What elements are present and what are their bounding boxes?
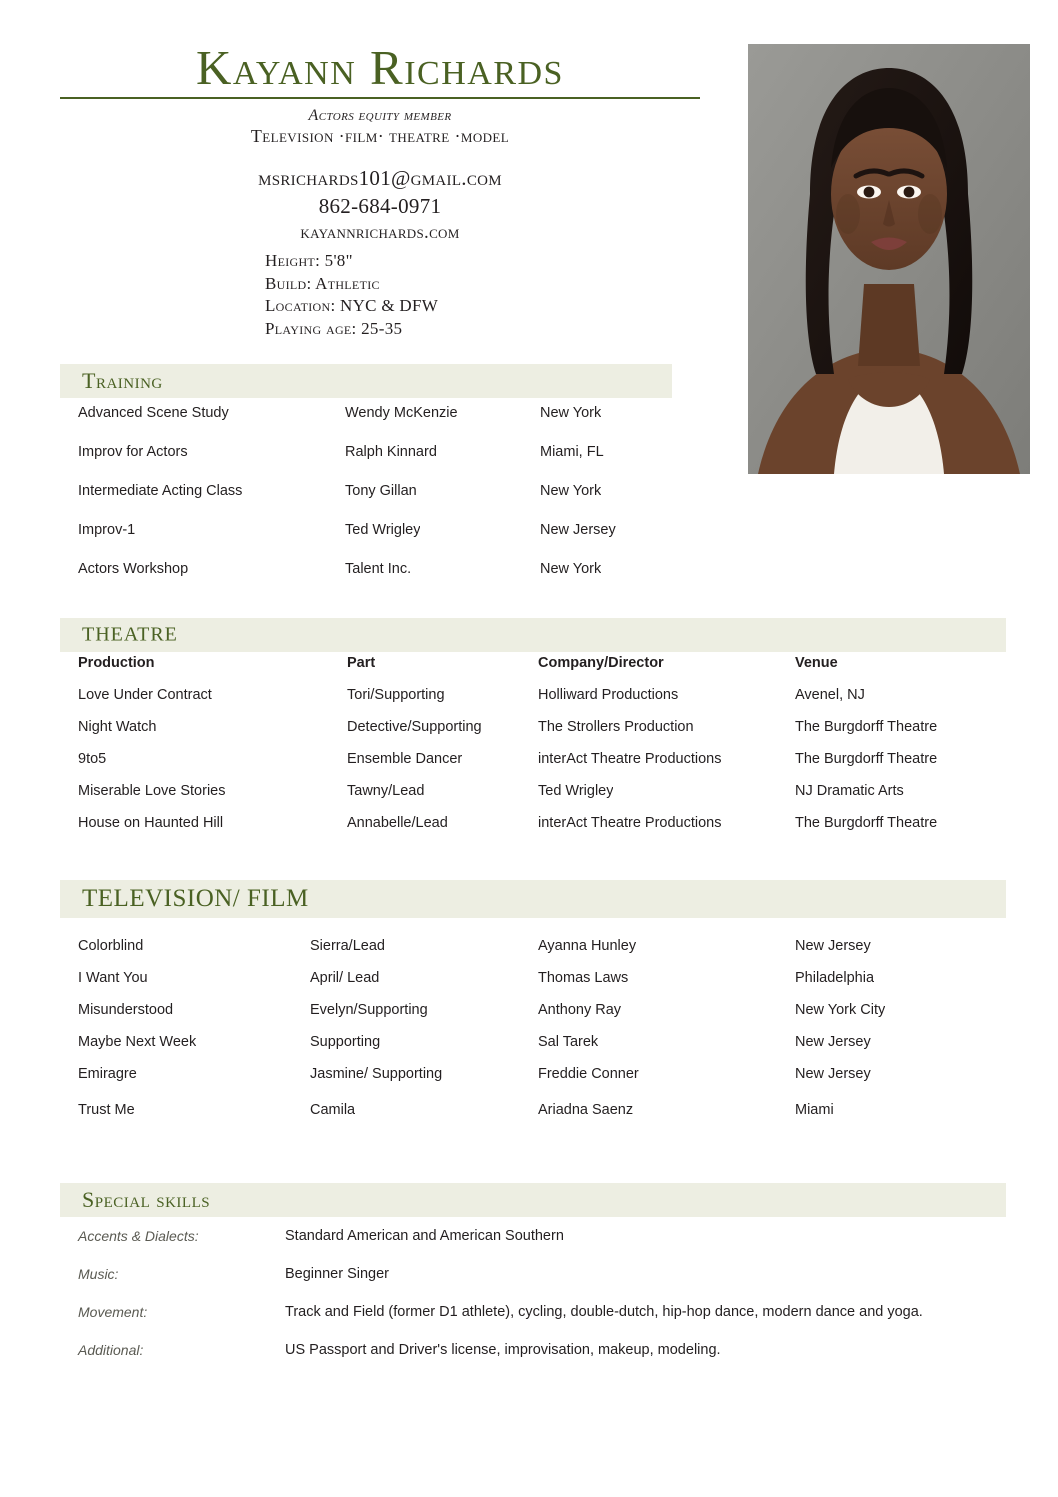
theatre-company: Holliward Productions bbox=[538, 687, 679, 703]
theatre-company: interAct Theatre Productions bbox=[538, 751, 722, 767]
table-row bbox=[60, 970, 1006, 1002]
section-title-special-skills: Special skills bbox=[82, 1187, 211, 1212]
tv-director: Thomas Laws bbox=[538, 970, 629, 986]
table-row bbox=[60, 938, 1006, 970]
table-row bbox=[60, 405, 760, 444]
training-location: New York bbox=[540, 405, 602, 421]
stat-playing-age: Playing age: 25-35 bbox=[265, 318, 403, 338]
tv-part: Evelyn/Supporting bbox=[310, 1002, 428, 1018]
training-location: New Jersey bbox=[540, 522, 616, 538]
training-teacher: Wendy McKenzie bbox=[345, 405, 458, 421]
tv-location: New Jersey bbox=[795, 1066, 871, 1082]
training-teacher: Tony Gillan bbox=[345, 483, 417, 499]
skill-value: US Passport and Driver's license, improvisation, makeup, modeling. bbox=[285, 1342, 721, 1358]
section-title-television-film: TELEVISION/ FILM bbox=[82, 885, 309, 912]
theatre-part: Annabelle/Lead bbox=[347, 815, 448, 831]
training-location: New York bbox=[540, 483, 602, 499]
tv-production: Maybe Next Week bbox=[78, 1034, 197, 1050]
training-course: Improv for Actors bbox=[78, 444, 188, 460]
skill-label: Music: bbox=[78, 1266, 119, 1282]
tv-production: Colorblind bbox=[78, 938, 144, 954]
table-row bbox=[60, 483, 760, 522]
table-row bbox=[60, 561, 760, 600]
theatre-part: Tawny/Lead bbox=[347, 783, 425, 799]
theatre-production: House on Haunted Hill bbox=[78, 815, 224, 831]
physical-stats bbox=[265, 250, 438, 340]
training-teacher: Ted Wrigley bbox=[345, 522, 421, 538]
theatre-table bbox=[60, 655, 1006, 847]
tv-location: New York City bbox=[795, 1002, 886, 1018]
table-row bbox=[60, 815, 1006, 847]
theatre-company: interAct Theatre Productions bbox=[538, 815, 722, 831]
theatre-venue: NJ Dramatic Arts bbox=[795, 783, 904, 799]
section-header-theatre bbox=[60, 618, 1006, 652]
table-row bbox=[60, 1002, 1006, 1034]
training-course: Intermediate Acting Class bbox=[78, 483, 243, 499]
training-course: Actors Workshop bbox=[78, 561, 189, 577]
tv-location: New Jersey bbox=[795, 938, 871, 954]
resume-header bbox=[0, 0, 1058, 345]
skill-value: Track and Field (former D1 athlete), cycling, double-dutch, hip-hop dance, modern dance and yoga. bbox=[285, 1304, 923, 1320]
table-row bbox=[60, 444, 760, 483]
tv-production: Misunderstood bbox=[78, 1002, 174, 1018]
training-location: New York bbox=[540, 561, 602, 577]
tv-director: Sal Tarek bbox=[538, 1034, 599, 1050]
tv-part: Supporting bbox=[310, 1034, 381, 1050]
table-row bbox=[60, 1102, 1006, 1134]
tv-location: Miami bbox=[795, 1102, 834, 1118]
section-title-theatre: THEATRE bbox=[82, 623, 178, 646]
tv-production: Emiragre bbox=[78, 1066, 137, 1082]
theatre-company: Ted Wrigley bbox=[538, 783, 614, 799]
tv-part: Sierra/Lead bbox=[310, 938, 385, 954]
training-teacher: Ralph Kinnard bbox=[345, 444, 437, 460]
table-row bbox=[60, 1034, 1006, 1066]
skill-value: Standard American and American Southern bbox=[285, 1228, 564, 1244]
training-table bbox=[60, 405, 760, 600]
column-header-part: Part bbox=[347, 655, 376, 671]
theatre-venue: The Burgdorff Theatre bbox=[795, 751, 938, 767]
table-row bbox=[60, 719, 1006, 751]
table-row bbox=[60, 522, 760, 561]
theatre-venue: The Burgdorff Theatre bbox=[795, 815, 938, 831]
theatre-production: Night Watch bbox=[78, 719, 157, 735]
tv-part: Camila bbox=[310, 1102, 356, 1118]
stat-height: Height: 5'8" bbox=[265, 251, 353, 270]
tv-part: Jasmine/ Supporting bbox=[310, 1066, 443, 1082]
skill-label: Movement: bbox=[78, 1304, 148, 1320]
list-item bbox=[60, 1228, 1006, 1266]
section-header-television-film bbox=[60, 880, 1006, 918]
theatre-venue: The Burgdorff Theatre bbox=[795, 719, 938, 735]
training-course: Advanced Scene Study bbox=[78, 405, 229, 421]
column-header-venue: Venue bbox=[795, 655, 838, 671]
tv-location: Philadelphia bbox=[795, 970, 875, 986]
tv-director: Ayanna Hunley bbox=[538, 938, 637, 954]
column-header-company: Company/Director bbox=[538, 655, 664, 671]
theatre-part: Tori/Supporting bbox=[347, 687, 445, 703]
theatre-part: Detective/Supporting bbox=[347, 719, 482, 735]
page-title: Kayann Richards bbox=[60, 42, 700, 99]
stat-location: Location: NYC & DFW bbox=[265, 296, 439, 316]
tv-production: Trust Me bbox=[78, 1102, 135, 1118]
table-row bbox=[60, 751, 1006, 783]
list-item bbox=[60, 1266, 1006, 1304]
theatre-venue: Avenel, NJ bbox=[795, 687, 865, 703]
section-title-training: Training bbox=[82, 368, 163, 393]
skill-label: Additional: bbox=[78, 1342, 144, 1358]
tv-director: Anthony Ray bbox=[538, 1002, 622, 1018]
theatre-production: Love Under Contract bbox=[78, 687, 212, 703]
headshot-photo bbox=[748, 44, 1030, 474]
list-item bbox=[60, 1342, 1006, 1380]
contact-block bbox=[60, 165, 700, 246]
phone-text: 862-684-0971 bbox=[318, 193, 442, 218]
table-row bbox=[60, 1066, 1006, 1102]
training-location: Miami, FL bbox=[540, 444, 604, 460]
table-row bbox=[60, 687, 1006, 719]
special-skills-table bbox=[60, 1228, 1006, 1380]
stat-build: Build: Athletic bbox=[265, 273, 380, 293]
column-header-production: Production bbox=[78, 655, 155, 671]
training-course: Improv-1 bbox=[78, 522, 136, 538]
list-item bbox=[60, 1304, 1006, 1342]
television-film-table bbox=[60, 938, 1006, 1134]
tv-location: New Jersey bbox=[795, 1034, 871, 1050]
email-text: msrichards101@gmail.com bbox=[258, 166, 502, 190]
website-text: kayannrichards.com bbox=[300, 222, 460, 244]
tv-director: Freddie Conner bbox=[538, 1066, 639, 1082]
section-header-training bbox=[60, 364, 672, 398]
table-row bbox=[60, 783, 1006, 815]
theatre-company: The Strollers Production bbox=[538, 719, 694, 735]
disciplines-line: Television ·film· theatre ·model bbox=[250, 126, 510, 146]
table-header-row bbox=[60, 655, 1006, 687]
theatre-part: Ensemble Dancer bbox=[347, 751, 463, 767]
skill-value: Beginner Singer bbox=[285, 1266, 389, 1282]
tv-production: I Want You bbox=[78, 970, 148, 986]
tv-director: Ariadna Saenz bbox=[538, 1102, 634, 1118]
theatre-production: Miserable Love Stories bbox=[78, 783, 226, 799]
section-header-special-skills bbox=[60, 1183, 1006, 1217]
tv-part: April/ Lead bbox=[310, 970, 380, 986]
theatre-production: 9to5 bbox=[78, 751, 107, 767]
skill-label: Accents & Dialects: bbox=[78, 1228, 199, 1244]
training-teacher: Talent Inc. bbox=[345, 561, 412, 577]
equity-status: Actors equity member bbox=[308, 107, 452, 124]
